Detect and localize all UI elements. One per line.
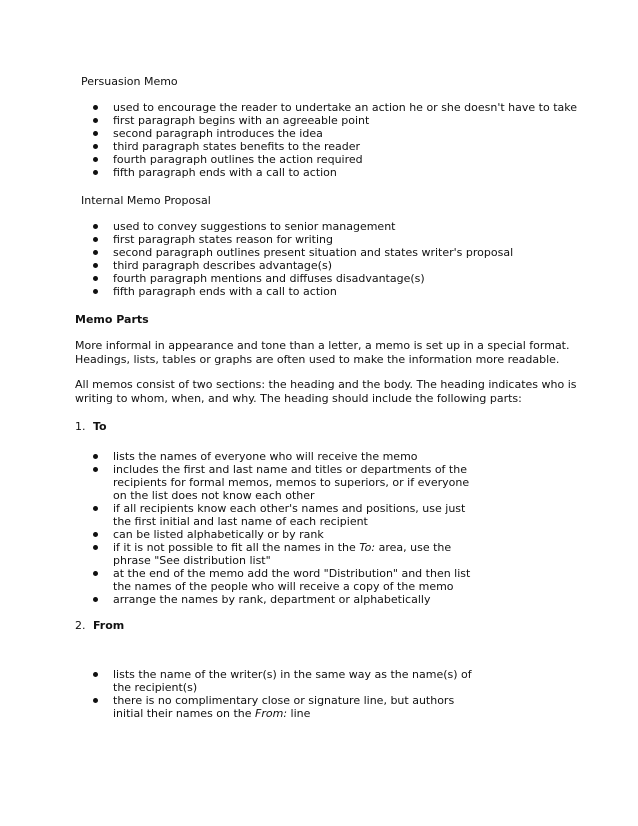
list-item-line: the first initial and last name of each recipient (113, 515, 368, 528)
to-section-title: To (93, 420, 107, 433)
paragraph-line: Headings, lists, tables or graphs are often used to make the information more readable. (75, 353, 560, 366)
list-item: lists the name of the writer(s) in the same way as the name(s) of (113, 668, 472, 681)
to-field-emphasis: To: (359, 541, 376, 554)
list-item: there is no complimentary close or signature line, but authors (113, 694, 455, 707)
list-item: first paragraph begins with an agreeable point (113, 114, 370, 127)
list-item-line: recipients for formal memos, memos to superiors, or if everyone (113, 476, 470, 489)
list-item: if all recipients know each other's names and positions, use just (113, 502, 466, 515)
bullet-icon (93, 467, 98, 472)
list-item: second paragraph introduces the idea (113, 127, 323, 140)
bullet-icon (93, 698, 98, 703)
list-item: at the end of the memo add the word "Distribution" and then list (113, 567, 471, 580)
bullet-icon (93, 454, 98, 459)
list-item: first paragraph states reason for writing (113, 233, 334, 246)
bullet-icon (93, 276, 98, 281)
list-item: fourth paragraph outlines the action required (113, 153, 363, 166)
bullet-icon (93, 250, 98, 255)
list-item-text: area, use the (375, 541, 452, 554)
list-item: fourth paragraph mentions and diffuses disadvantage(s) (113, 272, 425, 285)
bullet-icon (93, 170, 98, 175)
bullet-icon (93, 118, 98, 123)
bullet-icon (93, 289, 98, 294)
list-item-line: on the list does not know each other (113, 489, 315, 502)
list-item: arrange the names by rank, department or alphabetically (113, 593, 431, 606)
bullet-icon (93, 263, 98, 268)
bullet-icon (93, 571, 98, 576)
bullet-icon (93, 157, 98, 162)
list-item: lists the names of everyone who will receive the memo (113, 450, 418, 463)
list-item (113, 541, 451, 554)
paragraph-line: All memos consist of two sections: the heading and the body. The heading indicates who is (75, 378, 577, 391)
bullet-icon (93, 131, 98, 136)
bullet-icon (93, 597, 98, 602)
bullet-icon (93, 506, 98, 511)
list-item-text: line (287, 707, 311, 720)
persuasion-heading: Persuasion Memo (81, 75, 178, 88)
list-item: second paragraph outlines present situation and states writer's proposal (113, 246, 514, 259)
list-item: third paragraph states benefits to the reader (113, 140, 361, 153)
from-field-emphasis: From: (255, 707, 288, 720)
internal-heading: Internal Memo Proposal (81, 194, 211, 207)
list-item: fifth paragraph ends with a call to action (113, 166, 337, 179)
list-item-line: the names of the people who will receive a copy of the memo (113, 580, 454, 593)
bullet-icon (93, 237, 98, 242)
bullet-icon (93, 672, 98, 677)
bullet-icon (93, 144, 98, 149)
list-item-line: the recipient(s) (113, 681, 198, 694)
list-item: can be listed alphabetically or by rank (113, 528, 324, 541)
bullet-icon (93, 532, 98, 537)
paragraph-line: More informal in appearance and tone than a letter, a memo is set up in a special format. (75, 339, 570, 352)
list-item: includes the first and last name and titles or departments of the (113, 463, 467, 476)
list-item-line (113, 707, 310, 720)
list-item-text: initial their names on the (113, 707, 256, 720)
bullet-icon (93, 105, 98, 110)
bullet-icon (93, 224, 98, 229)
paragraph-line: writing to whom, when, and why. The heading should include the following parts: (75, 392, 522, 405)
list-item: third paragraph describes advantage(s) (113, 259, 332, 272)
memo-parts-heading: Memo Parts (75, 313, 149, 326)
list-item-line: phrase "See distribution list" (113, 554, 271, 567)
from-section-title: From (93, 619, 125, 632)
bullet-icon (93, 545, 98, 550)
list-item: used to encourage the reader to undertake an action he or she doesn't have to take (113, 101, 578, 114)
list-item: used to convey suggestions to senior management (113, 220, 396, 233)
section-number: 1. (75, 420, 86, 433)
list-item-text: if it is not possible to fit all the names in the (113, 541, 360, 554)
section-number: 2. (75, 619, 86, 632)
list-item: fifth paragraph ends with a call to action (113, 285, 337, 298)
